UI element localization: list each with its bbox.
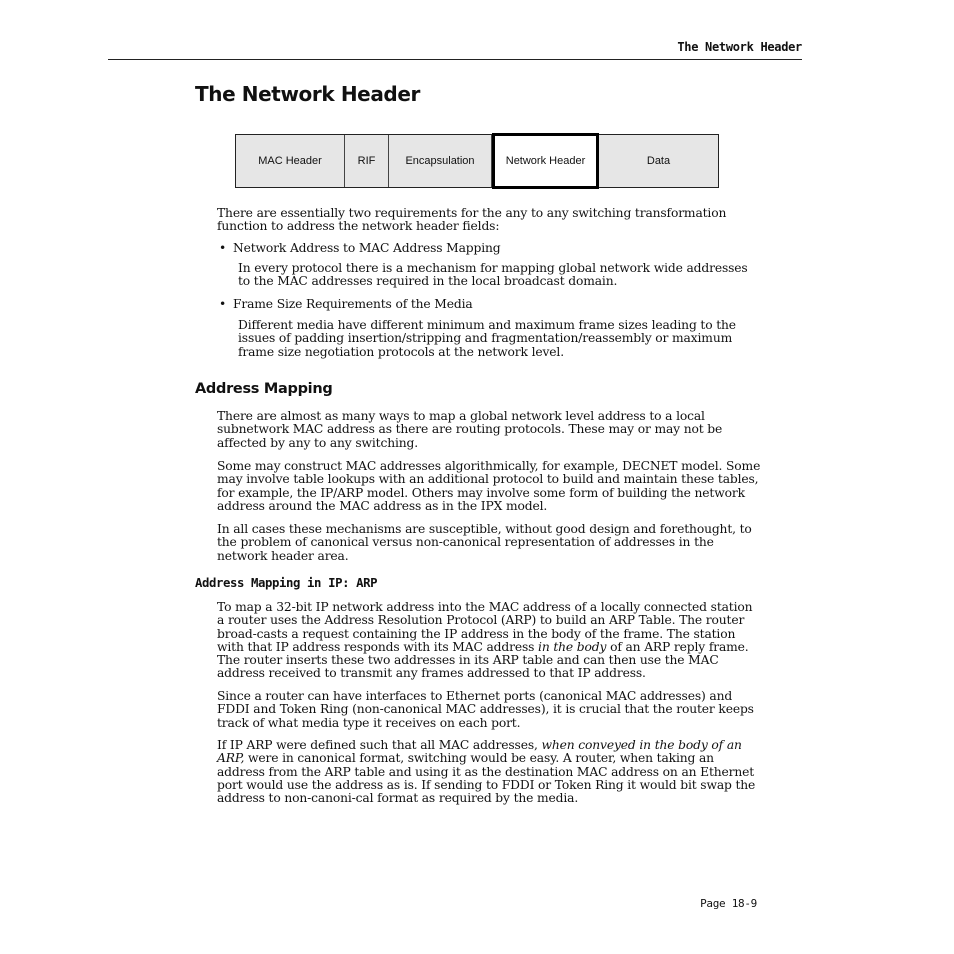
page-number: Page 18-9 [700,897,757,910]
diagram-cell-rif: RIF [345,135,389,187]
subsection-paragraph [217,601,762,681]
bullet-icon: • [219,297,227,311]
text-run: If IP ARP were defined such that all MAC addresses, [217,738,542,752]
diagram-cell-data: Data [646,155,671,167]
subsection-paragraph: Since a router can have interfaces to Ethernet ports (canonical MAC addresses) and FDDI and Token Ring (non-canonical MAC addresses), it is crucial that the router keeps track of what media type it receives on each port. [217,689,754,730]
bullet-paragraph: Different media have different minimum and maximum frame sizes leading to the issues of padding insertion/stripping and fragmentation/reassembly or maximum frame size negotiation protocols at the network level. [238,318,736,359]
section-paragraph: There are almost as many ways to map a global network level address to a local subnetwork MAC address as there are routing protocols. These may or may not be affected by any to any switching. [217,409,723,450]
bullet-paragraph: In every protocol there is a mechanism for mapping global network wide addresses to the MAC addresses required in the local broadcast domain. [238,261,748,289]
frame-format-diagram [235,134,719,188]
intro-paragraph: There are essentially two requirements for the any to any switching transformation function to address the network header fields: [217,206,727,234]
subsection-heading: Address Mapping in IP: ARP [195,576,378,590]
text-run: were in canonical format, switching would be easy. A router, when taking an address from the ARP table and using it as the destination MAC address on an Ethernet port would use the address as is. If sending to FDDI or Token Ring it would bit swap the address to non-canoni-cal format as required by the media. [217,751,756,806]
running-head: The Network Header [677,40,802,54]
diagram-cell-mac-header: MAC Header [236,135,345,187]
bullet-label: Network Address to MAC Address Mapping [233,241,501,255]
italic-text: in the body [538,639,607,654]
bullet-icon: • [219,241,227,255]
diagram-cell-network-header: Network Header [492,133,599,189]
bullet-item [219,298,473,311]
bullet-item [219,242,501,255]
bullet-label: Frame Size Requirements of the Media [233,297,473,311]
section-paragraph: In all cases these mechanisms are susceptible, without good design and forethought, to the problem of canonical versus non-canonical representation of addresses in the network header area. [217,522,752,563]
page-title: The Network Header [195,82,420,106]
subsection-paragraph [217,739,762,805]
section-paragraph: Some may construct MAC addresses algorithmically, for example, DECNET model. Some may involve table lookups with an additional protocol to build and maintain these tables, for example, the IP/ARP model. Others may involve some form of building the network address around the MAC address as in the IPX model. [217,459,761,513]
italic-text: when conveyed in the body of an ARP, [217,738,742,766]
section-heading: Address Mapping [195,381,333,397]
text-run: To map a 32-bit IP network address into the MAC address of a locally connected station a router uses the Address Resolution Protocol (ARP) to build an ARP Table. The router broad-casts a request containing the IP address in the body of the frame. The station with that IP address responds with its MAC address [217,600,753,654]
diagram-cell-encapsulation: Encapsulation [389,135,492,187]
text-run: of an ARP reply frame. The router inserts these two addresses in its ARP table and can then use the MAC address received to transmit any frames addressed to that IP address. [217,639,749,681]
header-rule [108,59,802,60]
